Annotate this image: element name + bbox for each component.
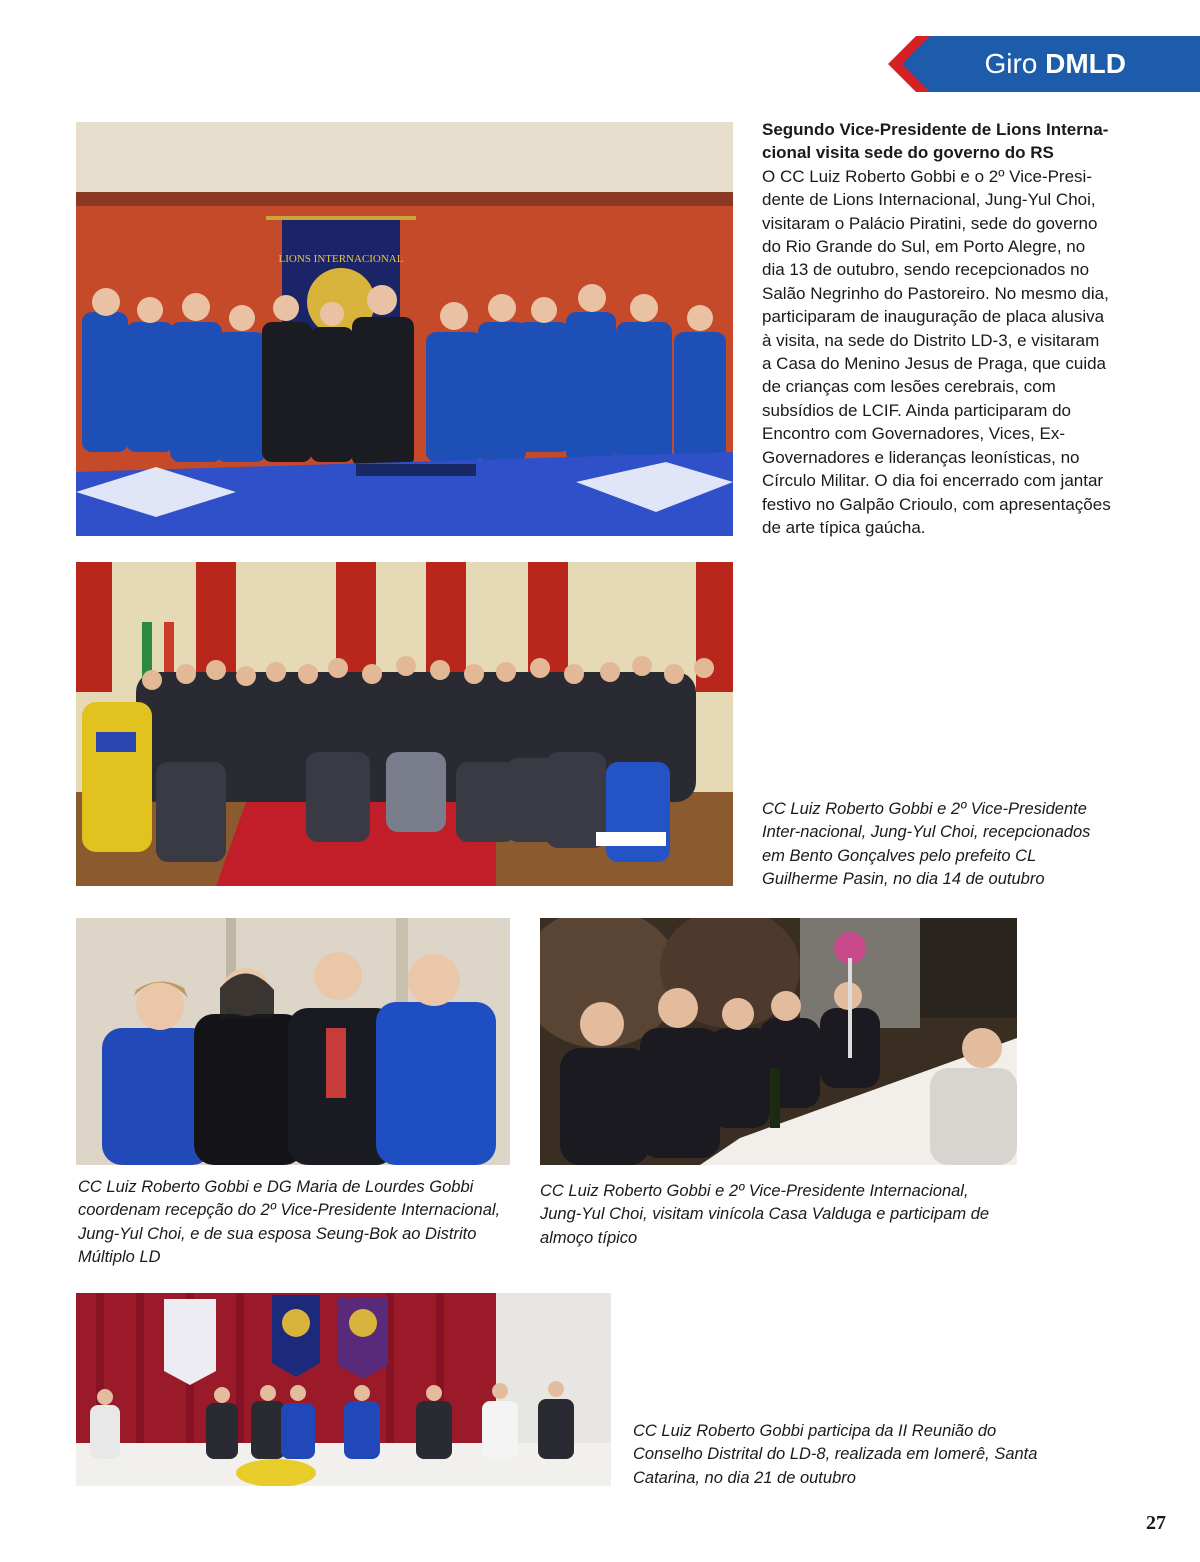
section-tab	[888, 36, 1200, 92]
caption-bento: CC Luiz Roberto Gobbi e 2º Vice-Presidente Inter-nacional, Jung-Yul Choi, recepcionados em Bento Gonçalves pelo prefeito CL Guilherme Pasin, no dia 14 de outubro	[762, 800, 1091, 889]
caption-recepcao-dml: CC Luiz Roberto Gobbi e DG Maria de Lourdes Gobbi coordenam recepção do 2º Vice-Presidente Internacional, Jung-Yul Choi, e de sua esposa Seung-Bok ao Distrito Múltiplo LD	[78, 1178, 501, 1267]
photo-palacio-piratini	[76, 122, 733, 536]
photo-casa-valduga	[540, 918, 1017, 1165]
banner-lettering: LIONS INTERNACIONAL	[278, 253, 404, 265]
section-title: Giro DMLD	[984, 48, 1126, 79]
article	[762, 118, 1112, 539]
caption-casa-valduga: CC Luiz Roberto Gobbi e 2º Vice-Presidente Internacional, Jung-Yul Choi, visitam vinícola Casa Valduga e participam de almoço típico	[540, 1182, 990, 1247]
photo-conselho-distrital	[76, 1293, 611, 1486]
page-number: 27	[1146, 1512, 1166, 1534]
article-body: O CC Luiz Roberto Gobbi e o 2º Vice-Presi-dente de Lions Internacional, Jung-Yul Choi, visitaram o Palácio Piratini, sede do governo do Rio Grande do Sul, em Porto Alegre, no dia 13 de outubro, sendo recepcionados no Salão Negrinho do Pastoreiro. No mesmo dia, participaram de inauguração de placa alusiva à visita, na sede do Distrito LD-3, e visitaram a Casa do Menino Jesus de Praga, que cuida de crianças com lesões cerebrais, com subsídios de LCIF. Ainda participaram do Encontro com Governadores, Vices, Ex-Governadores e lideranças leonísticas, no Círculo Militar. O dia foi encerrado com jantar festivo no Galpão Crioulo, com apresentações de arte típica gaúcha.	[762, 166, 1111, 537]
caption-conselho-distrital: CC Luiz Roberto Gobbi participa da II Reunião do Conselho Distrital do LD-8, realizada em Iomerê, Santa Catarina, no dia 21 de outubro	[633, 1422, 1038, 1487]
photo-bento-goncalves	[76, 562, 733, 886]
article-title: Segundo Vice-Presidente de Lions Interna-cional visita sede do governo do RS	[762, 120, 1109, 163]
photo-recepcao-dml	[76, 918, 510, 1165]
